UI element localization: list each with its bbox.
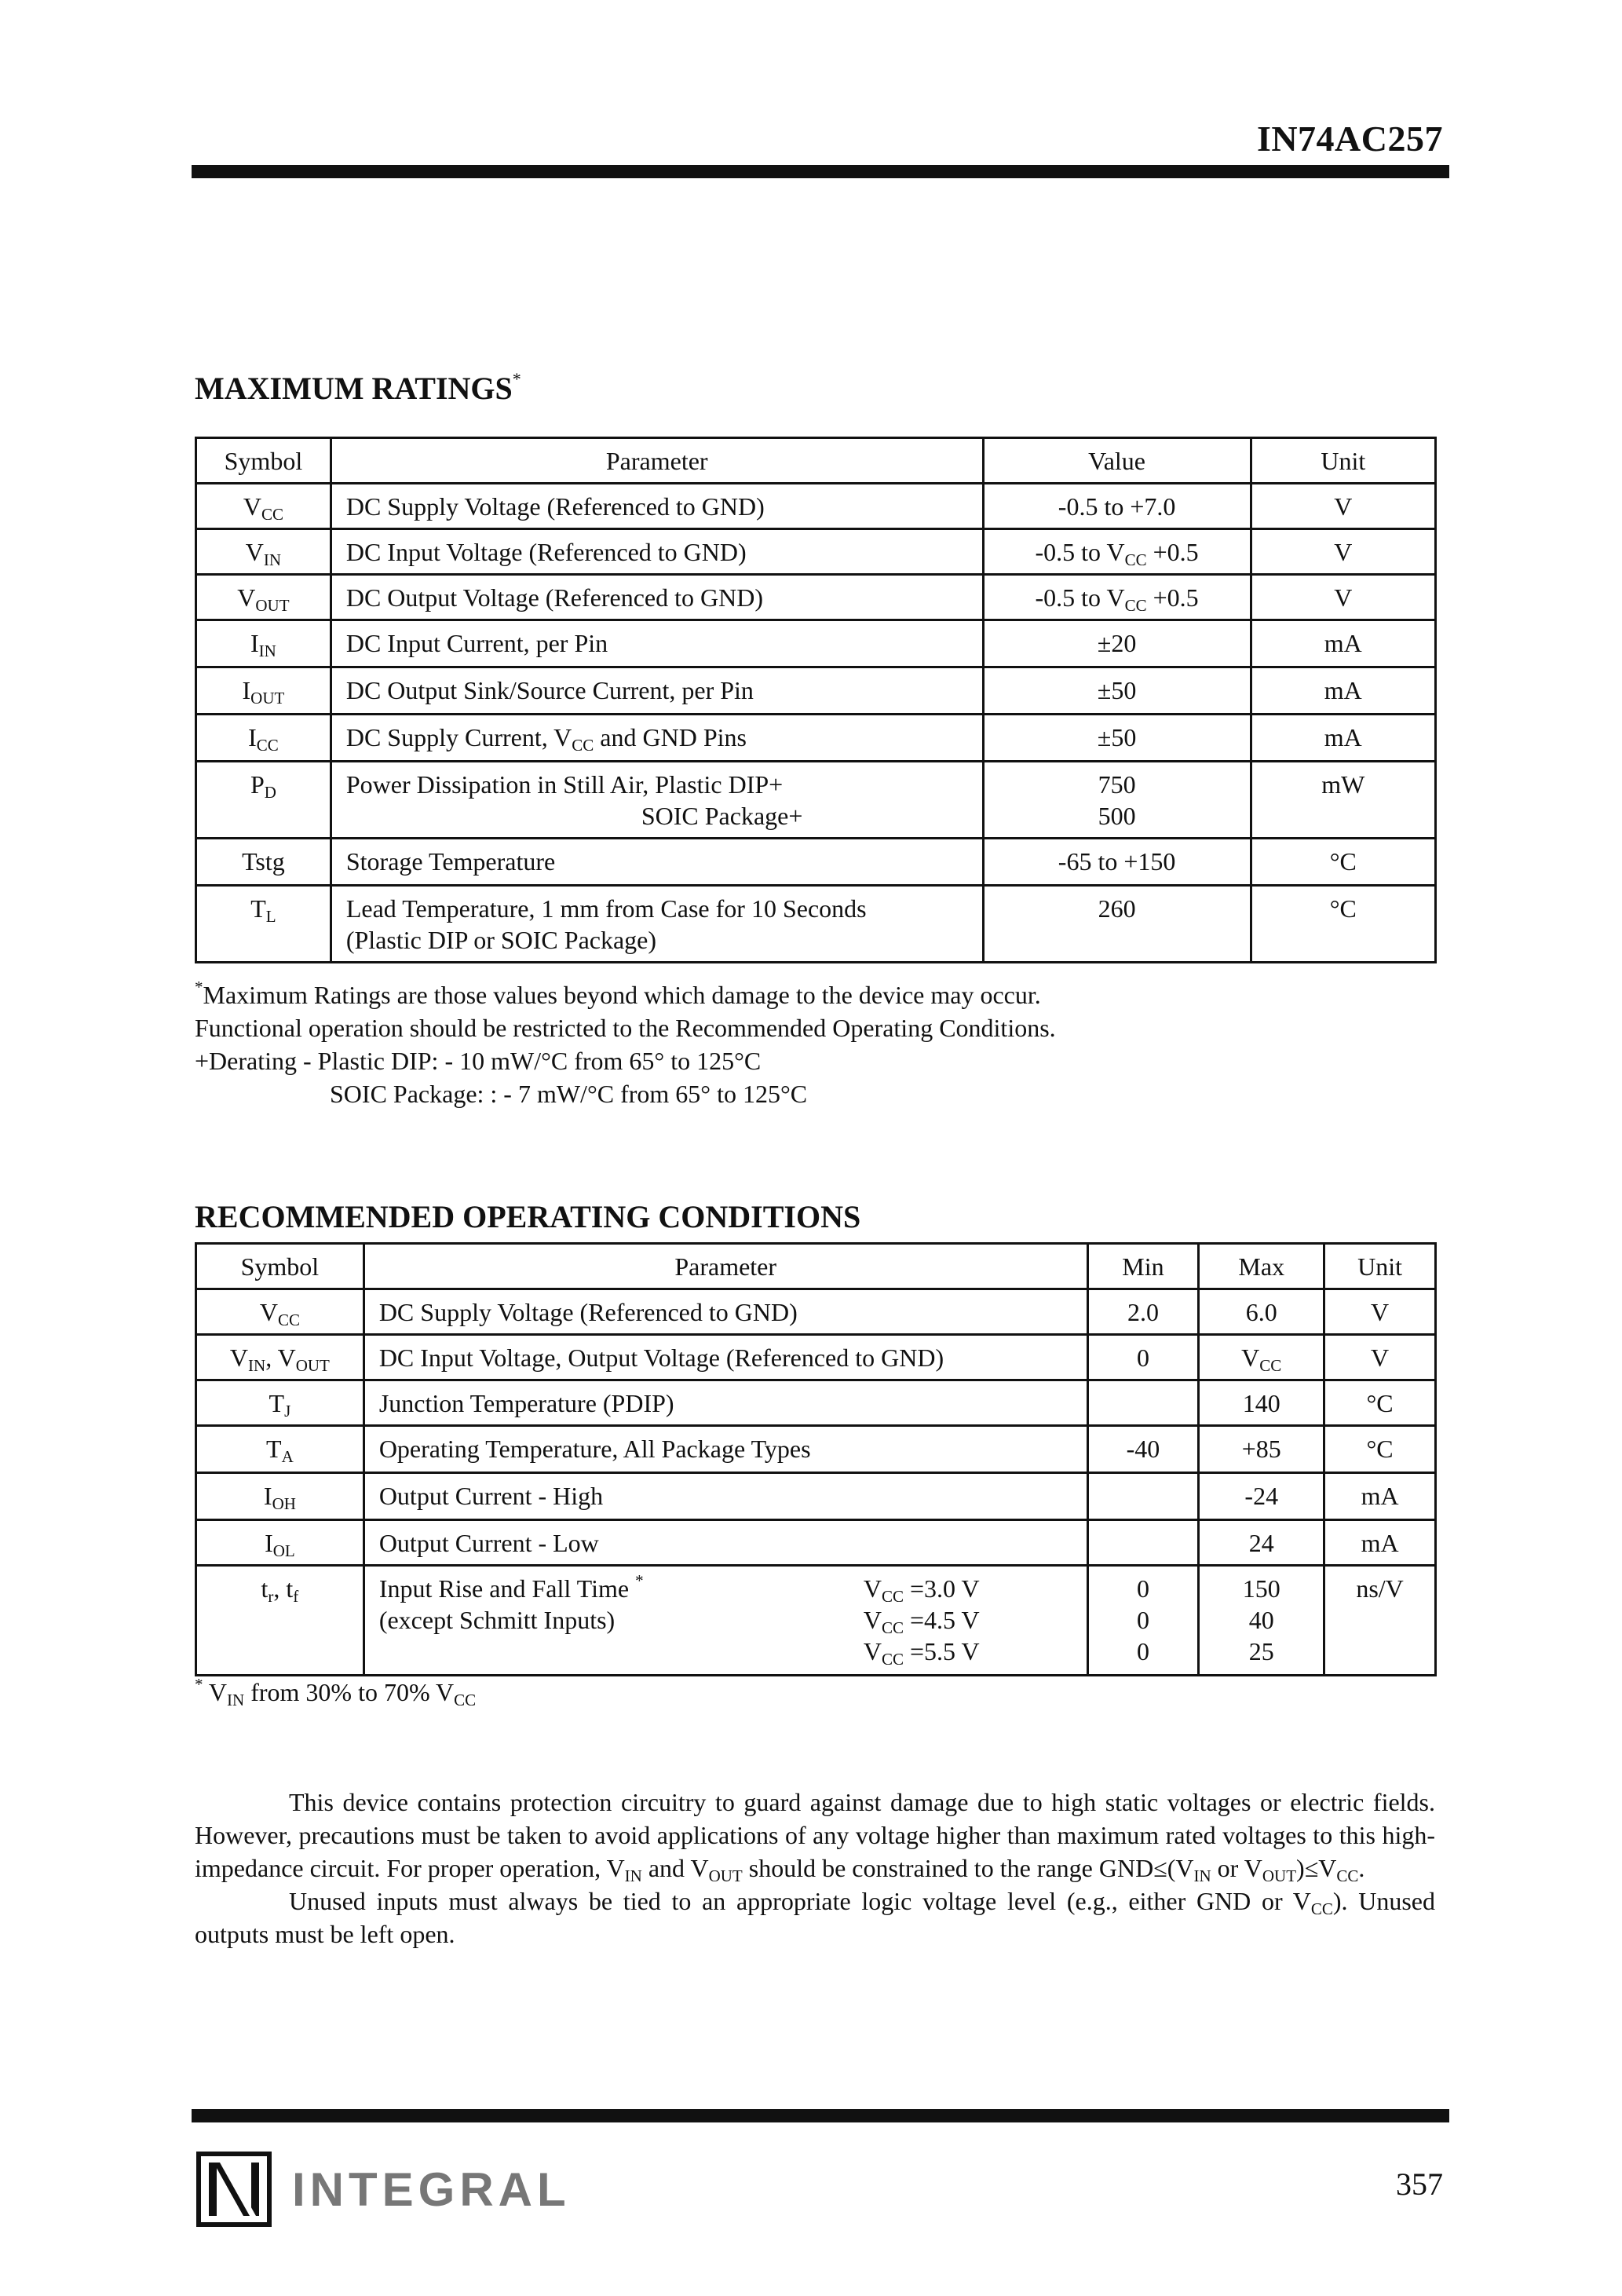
symbol-text: I: [248, 723, 257, 751]
p1-text-b: and V: [641, 1854, 709, 1882]
value-cell: ±50: [983, 715, 1251, 762]
condition-v: V: [863, 1637, 882, 1665]
symbol-cell: [196, 1520, 364, 1566]
integral-logo-icon: [196, 2152, 272, 2227]
value-line-1: 750: [1098, 770, 1136, 799]
parameter-line-1: [379, 1573, 644, 1604]
condition-sub: CC: [881, 1650, 904, 1669]
symbol-sub: CC: [277, 1311, 300, 1329]
symbol-sub: CC: [256, 736, 279, 755]
symbol-cell: [196, 886, 331, 963]
condition-value: =5.5 V: [903, 1637, 980, 1665]
symbol-text: I: [263, 1482, 272, 1510]
col-header-symbol: Symbol: [196, 1244, 364, 1289]
max-ratings-title: [195, 369, 521, 407]
table-row: [196, 839, 1436, 886]
symbol-sub: IN: [263, 550, 282, 569]
parameter-line-1-text: Input Rise and Fall Time: [378, 1574, 636, 1603]
min-cell: [1087, 1520, 1199, 1566]
parameter-cell: DC Supply Voltage (Referenced to GND): [363, 1289, 1087, 1335]
unit-cell: V: [1251, 529, 1435, 575]
symbol-text: V: [229, 1344, 249, 1372]
col-header-parameter: Parameter: [363, 1244, 1087, 1289]
parameter-text: DC Supply Current, V: [345, 723, 572, 751]
rec-conditions-title: RECOMMENDED OPERATING CONDITIONS: [195, 1199, 861, 1234]
col-header-unit: Unit: [1251, 438, 1435, 484]
value-text: -0.5 to V: [1035, 538, 1125, 566]
col-header-max: Max: [1199, 1244, 1324, 1289]
min-cell: [1087, 1566, 1199, 1676]
col-header-parameter: Parameter: [331, 438, 983, 484]
symbol-sub: A: [281, 1447, 294, 1466]
unit-cell: °C: [1324, 1380, 1436, 1426]
parameter-cell: Output Current - High: [363, 1473, 1087, 1520]
p2-text-a: Unused inputs must always be tied to an appropriate logic voltage level (e.g., either GND or V: [289, 1887, 1311, 1915]
unit-cell: °C: [1251, 886, 1435, 963]
parameter-cell: [331, 715, 983, 762]
unit-cell: V: [1324, 1335, 1436, 1380]
symbol-cell: Tstg: [196, 839, 331, 886]
parameter-line-2: SOIC Package+: [641, 802, 803, 830]
value-cell: [983, 575, 1251, 620]
parameter-text-suffix: and GND Pins: [594, 723, 747, 751]
parameter-cell: DC Output Sink/Source Current, per Pin: [331, 667, 983, 715]
unused-inputs-paragraph: [195, 1885, 1435, 1951]
condition-value: =4.5 V: [903, 1606, 980, 1634]
col-header-value: Value: [983, 438, 1251, 484]
note-line-1: [195, 978, 1056, 1011]
min-1: 0: [1136, 1574, 1149, 1603]
min-cell: 0: [1087, 1335, 1199, 1380]
p1-sub-3: IN: [1193, 1866, 1211, 1885]
symbol-text: V: [237, 583, 256, 612]
symbol-text: V: [259, 1298, 278, 1326]
unit-cell: V: [1251, 575, 1435, 620]
col-header-symbol: Symbol: [196, 438, 331, 484]
value-sub: CC: [1124, 596, 1147, 615]
symbol-sub-2: OUT: [295, 1356, 330, 1375]
unit-cell: mA: [1324, 1473, 1436, 1520]
p1-text-c: should be constrained to the range GND≤(V: [742, 1854, 1194, 1882]
min-3: 0: [1136, 1637, 1149, 1665]
symbol-cell: [196, 529, 331, 575]
max-cell: 24: [1199, 1520, 1324, 1566]
max-cell: -24: [1199, 1473, 1324, 1520]
parameter-cell: Operating Temperature, All Package Types: [363, 1426, 1087, 1473]
value-sub: CC: [1124, 550, 1147, 569]
unit-cell: mW: [1251, 762, 1435, 839]
p2-sub: CC: [1310, 1899, 1333, 1918]
parameter-line-2: (Plastic DIP or SOIC Package): [345, 926, 657, 954]
max-cell: 6.0: [1199, 1289, 1324, 1335]
symbol-text-2: , V: [265, 1344, 296, 1372]
table-row: [196, 1473, 1436, 1520]
symbol-text: V: [245, 538, 264, 566]
symbol-cell: [196, 1566, 364, 1676]
p2-text-b: ). Unused outputs must be left open.: [195, 1887, 1436, 1948]
value-text-suffix: +0.5: [1146, 583, 1199, 612]
unit-cell: ns/V: [1324, 1566, 1436, 1676]
note-line-3: +Derating - Plastic DIP: - 10 mW/°C from 65° to 125°C: [195, 1047, 762, 1075]
note-line-4: SOIC Package: : - 7 mW/°C from 65° to 125°C: [330, 1080, 808, 1108]
symbol-text-2: , t: [273, 1574, 294, 1603]
symbol-text: T: [266, 1435, 282, 1463]
symbol-cell: [196, 1473, 364, 1520]
table-header-row: [196, 1244, 1436, 1289]
note-sub-a: IN: [227, 1691, 245, 1709]
value-cell: ±20: [983, 620, 1251, 667]
symbol-sub: r: [268, 1587, 274, 1606]
symbol-cell: [196, 667, 331, 715]
condition-1: [864, 1573, 980, 1604]
symbol-sub: J: [284, 1402, 291, 1420]
max-ratings-title-text: MAXIMUM RATINGS: [195, 371, 513, 406]
symbol-text: T: [250, 894, 266, 923]
parameter-cell: [331, 762, 983, 839]
col-header-unit: Unit: [1324, 1244, 1436, 1289]
parameter-cell: Junction Temperature (PDIP): [363, 1380, 1087, 1426]
parameter-body: [379, 1573, 1072, 1667]
symbol-text: V: [243, 492, 261, 521]
p1-text-a: This device contains protection circuitry to guard against damage due to high static voltages or electric fields. However, precautions must be taken to avoid applications of any voltage higher than maximum rated voltages to this high-impedance circuit. For proper operation, V: [195, 1788, 1435, 1882]
table-row: [196, 1566, 1436, 1676]
note-text-a: V: [203, 1678, 228, 1706]
parameter-sub: CC: [572, 736, 594, 755]
max-ratings-notes: [195, 978, 1056, 1110]
col-header-min: Min: [1087, 1244, 1199, 1289]
table-row: [196, 886, 1436, 963]
table-row: [196, 484, 1436, 529]
condition-3: [864, 1636, 980, 1667]
table-row: [196, 575, 1436, 620]
parameter-line-1: Lead Temperature, 1 mm from Case for 10 Seconds: [345, 894, 867, 923]
symbol-cell: [196, 1380, 364, 1426]
unit-cell: V: [1324, 1289, 1436, 1335]
table-row: [196, 1380, 1436, 1426]
p1-sub-2: OUT: [708, 1866, 743, 1885]
note-sub-b: CC: [454, 1691, 477, 1709]
company-logo: [196, 2152, 571, 2227]
table-row: [196, 667, 1436, 715]
parameter-cell: DC Input Current, per Pin: [331, 620, 983, 667]
p1-text-e: )≤V: [1296, 1854, 1337, 1882]
unit-cell: V: [1251, 484, 1435, 529]
protection-paragraph: [195, 1786, 1435, 1885]
symbol-text: I: [265, 1529, 273, 1557]
parameter-line-1: Power Dissipation in Still Air, Plastic DIP+: [345, 770, 784, 799]
max-cell: [1199, 1566, 1324, 1676]
symbol-sub-2: f: [293, 1587, 299, 1606]
max-3: 25: [1248, 1637, 1274, 1665]
symbol-sub: OUT: [255, 596, 290, 615]
p1-sub-4: OUT: [1262, 1866, 1297, 1885]
parameter-cell: DC Input Voltage, Output Voltage (Referenced to GND): [363, 1335, 1087, 1380]
min-cell: [1087, 1473, 1199, 1520]
unit-cell: mA: [1251, 667, 1435, 715]
unit-cell: mA: [1251, 620, 1435, 667]
parameter-cell: DC Supply Voltage (Referenced to GND): [331, 484, 983, 529]
parameter-cell: DC Input Voltage (Referenced to GND): [331, 529, 983, 575]
symbol-text: I: [242, 676, 251, 704]
value-cell: -65 to +150: [983, 839, 1251, 886]
min-cell: -40: [1087, 1426, 1199, 1473]
max-cell: [1199, 1335, 1324, 1380]
symbol-sub: L: [265, 907, 276, 926]
symbol-cell: [196, 620, 331, 667]
note-text-b: from 30% to 70% V: [244, 1678, 455, 1706]
logo-text: INTEGRAL: [292, 2163, 571, 2216]
p1-sub-1: IN: [624, 1866, 642, 1885]
parameter-mark: *: [635, 1571, 644, 1590]
value-cell: ±50: [983, 667, 1251, 715]
condition-sub: CC: [881, 1618, 904, 1637]
parameter-cell: Output Current - Low: [363, 1520, 1087, 1566]
parameter-line-2: (except Schmitt Inputs): [378, 1606, 616, 1634]
rec-conditions-table: [195, 1242, 1437, 1676]
note-mark: *: [195, 1675, 203, 1694]
header-rule: [192, 165, 1449, 178]
parameter-cell: Storage Temperature: [331, 839, 983, 886]
condition-sub: CC: [881, 1587, 904, 1606]
p1-sub-5: CC: [1336, 1866, 1359, 1885]
value-cell: [983, 762, 1251, 839]
symbol-sub: D: [264, 783, 276, 802]
value-line-2: 500: [1098, 802, 1136, 830]
symbol-text: t: [261, 1574, 269, 1603]
value-cell: [983, 529, 1251, 575]
table-row: [196, 1426, 1436, 1473]
max-text: V: [1241, 1344, 1260, 1372]
value-text-suffix: +0.5: [1146, 538, 1199, 566]
symbol-cell: [196, 1335, 364, 1380]
symbol-text: I: [250, 629, 259, 657]
symbol-sub: CC: [261, 505, 283, 524]
table-row: [196, 620, 1436, 667]
symbol-cell: [196, 1289, 364, 1335]
table-row: [196, 715, 1436, 762]
page-number: 357: [1396, 2166, 1443, 2202]
table-row: [196, 529, 1436, 575]
max-ratings-title-mark: *: [512, 369, 521, 389]
note-line-1-text: Maximum Ratings are those values beyond which damage to the device may occur.: [203, 981, 1041, 1009]
rec-conditions-note: [195, 1676, 476, 1709]
unit-cell: mA: [1251, 715, 1435, 762]
symbol-cell: [196, 715, 331, 762]
symbol-sub: OL: [272, 1541, 295, 1560]
condition-v: V: [863, 1574, 882, 1603]
p1-text-f: .: [1358, 1854, 1365, 1882]
footer-rule: [192, 2109, 1449, 2122]
symbol-text: T: [269, 1389, 285, 1417]
symbol-sub: IN: [258, 642, 276, 660]
parameter-cell: [363, 1566, 1087, 1676]
min-2: 0: [1136, 1606, 1149, 1634]
value-cell: -0.5 to +7.0: [983, 484, 1251, 529]
table-row: [196, 1335, 1436, 1380]
max-1: 150: [1242, 1574, 1280, 1603]
condition-list: [864, 1573, 1072, 1667]
note-line-2: Functional operation should be restricted to the Recommended Operating Conditions.: [195, 1014, 1056, 1042]
symbol-cell: [196, 484, 331, 529]
table-row: [196, 1520, 1436, 1566]
value-text: -0.5 to V: [1035, 583, 1125, 612]
parameter-desc: [379, 1573, 644, 1667]
max-sub: CC: [1259, 1356, 1282, 1375]
part-number-header: IN74AC257: [1256, 119, 1443, 159]
parameter-cell: DC Output Voltage (Referenced to GND): [331, 575, 983, 620]
table-row: [196, 1289, 1436, 1335]
condition-value: =3.0 V: [903, 1574, 980, 1603]
symbol-text: P: [250, 770, 265, 799]
symbol-sub: OUT: [250, 689, 285, 707]
unit-cell: °C: [1251, 839, 1435, 886]
parameter-cell: [331, 886, 983, 963]
max-cell: +85: [1199, 1426, 1324, 1473]
protection-paragraphs: [195, 1786, 1435, 1951]
condition-v: V: [863, 1606, 882, 1634]
condition-2: [864, 1604, 980, 1636]
unit-cell: °C: [1324, 1426, 1436, 1473]
max-cell: 140: [1199, 1380, 1324, 1426]
symbol-cell: [196, 1426, 364, 1473]
note-mark: *: [195, 978, 203, 996]
symbol-cell: [196, 762, 331, 839]
symbol-cell: [196, 575, 331, 620]
table-row: [196, 762, 1436, 839]
value-cell: 260: [983, 886, 1251, 963]
table-header-row: [196, 438, 1436, 484]
symbol-sub: IN: [248, 1356, 266, 1375]
p1-text-d: or V: [1211, 1854, 1262, 1882]
unit-cell: mA: [1324, 1520, 1436, 1566]
symbol-sub: OH: [272, 1494, 296, 1513]
min-cell: [1087, 1380, 1199, 1426]
min-cell: 2.0: [1087, 1289, 1199, 1335]
max-2: 40: [1248, 1606, 1274, 1634]
max-ratings-table: [195, 437, 1437, 963]
